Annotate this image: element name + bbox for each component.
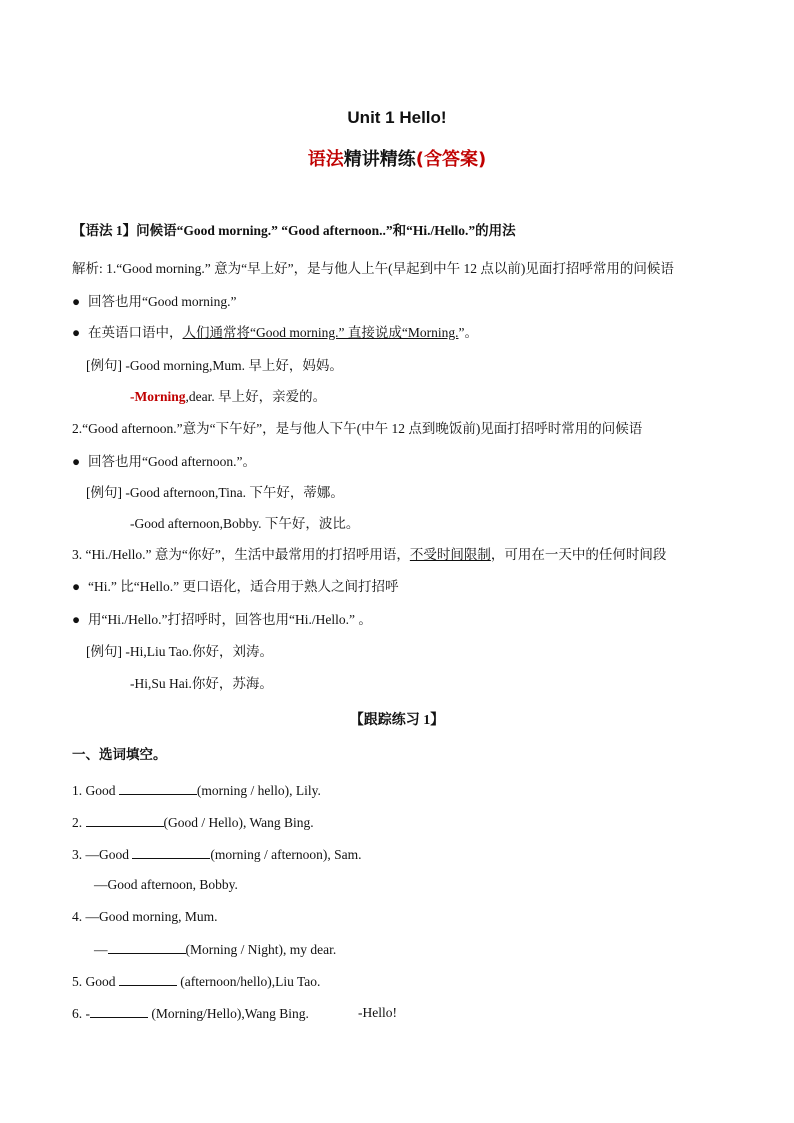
question-options: (Morning / Night), my dear. — [185, 942, 337, 957]
question-4-reply — [94, 940, 336, 959]
answer-blank[interactable] — [119, 781, 197, 795]
question-2 — [72, 813, 314, 832]
answer-blank[interactable] — [132, 845, 210, 859]
example-line: [例句] -Hi,Liu Tao.你好，刘涛。 — [86, 644, 274, 659]
answer-blank[interactable] — [90, 1004, 148, 1018]
question-options: (Morning/Hello),Wang Bing. — [148, 1006, 309, 1021]
question-options: (morning / afternoon), Sam. — [210, 847, 362, 862]
highlight-morning: -Morning — [130, 389, 186, 404]
answer-blank[interactable] — [119, 972, 177, 986]
bullet-dot-icon: ● — [72, 454, 81, 469]
subtitle-black: 精讲精练 — [343, 149, 416, 170]
bullet-item — [72, 578, 398, 596]
question-options: (afternoon/hello),Liu Tao. — [176, 974, 321, 989]
example-line: -Good afternoon,Bobby. 下午好，波比。 — [130, 516, 360, 531]
point-3-pre: 3. “Hi./Hello.” 意为“你好”，生活中最常用的打招呼用语， — [72, 547, 410, 562]
question-text: 5. Good — [72, 974, 119, 989]
answer-blank[interactable] — [86, 813, 164, 827]
example-line: [例句] -Good morning,Mum. 早上好，妈妈。 — [86, 358, 343, 373]
bullet-dot-icon: ● — [72, 579, 81, 594]
question-text: 6. - — [72, 1006, 90, 1021]
question-options: (Good / Hello), Wang Bing. — [163, 815, 314, 830]
bullet-dot-icon: ● — [72, 325, 81, 340]
bullet-text: 回答也用“Good morning.” — [88, 294, 237, 309]
question-3 — [72, 845, 361, 864]
practice-part-title: 一、选词填空。 — [72, 747, 167, 762]
bullet-item — [72, 453, 256, 471]
question-4: 4. —Good morning, Mum. — [72, 909, 218, 924]
grammar-heading: 【语法 1】问候语“Good morning.” “Good afternoon..”和“Hi./Hello.”的用法 — [72, 223, 516, 238]
page-title: Unit 1 Hello! — [347, 108, 447, 127]
question-6-reply: -Hello! — [358, 1005, 397, 1020]
point-2-text: 2.“Good afternoon.”意为“下午好”，是与他人下午(中午 12 点到晚饭前)见面打招呼时常用的问候语 — [72, 421, 643, 436]
example-line — [130, 388, 326, 406]
subtitle-red-2: (含答案) — [415, 149, 487, 170]
practice-heading: 【跟踪练习 1】 — [349, 713, 445, 728]
example-line: -Hi,Su Hai.你好，苏海。 — [130, 676, 273, 691]
underlined-text: 人们通常将“Good morning.” 直接说成“Morning. — [182, 325, 459, 340]
answer-blank[interactable] — [108, 940, 186, 954]
subtitle-red-1: 语法 — [307, 149, 344, 170]
question-text: — — [94, 942, 108, 957]
bullet-dot-icon: ● — [72, 612, 81, 627]
bullet-item — [72, 611, 372, 629]
bullet-text: 回答也用“Good afternoon.”。 — [88, 454, 256, 469]
question-text: 3. —Good — [72, 847, 133, 862]
question-text: 2. — [72, 815, 86, 830]
point-3-post: ，可用在一天中的任何时间段 — [490, 547, 667, 562]
analysis-text: 解析: 1.“Good morning.” 意为“早上好”，是与他人上午(早起到中午 12 点以前)见面打招呼常用的问候语 — [72, 261, 674, 276]
bullet-text: “Hi.” 比“Hello.” 更口语化，适合用于熟人之间打招呼 — [88, 579, 399, 594]
question-5 — [72, 972, 320, 991]
point-3-text — [72, 546, 666, 564]
bullet-text: 用“Hi./Hello.”打招呼时，回答也用“Hi./Hello.” 。 — [88, 612, 372, 627]
page-subtitle — [0, 145, 794, 171]
bullet-item — [72, 324, 478, 342]
question-text: 1. Good — [72, 783, 119, 798]
bullet-text-end: ”。 — [458, 325, 478, 340]
question-6 — [72, 1004, 309, 1023]
example-rest: ,dear. 早上好，亲爱的。 — [185, 389, 327, 404]
question-options: (morning / hello), Lily. — [196, 783, 321, 798]
bullet-text: 在英语口语中， — [88, 325, 183, 340]
example-line: [例句] -Good afternoon,Tina. 下午好，蒂娜。 — [86, 485, 344, 500]
question-3-reply: —Good afternoon, Bobby. — [94, 877, 238, 892]
bullet-item — [72, 293, 236, 311]
question-1 — [72, 781, 321, 800]
bullet-dot-icon: ● — [72, 294, 81, 309]
underlined-text: 不受时间限制 — [409, 547, 491, 562]
